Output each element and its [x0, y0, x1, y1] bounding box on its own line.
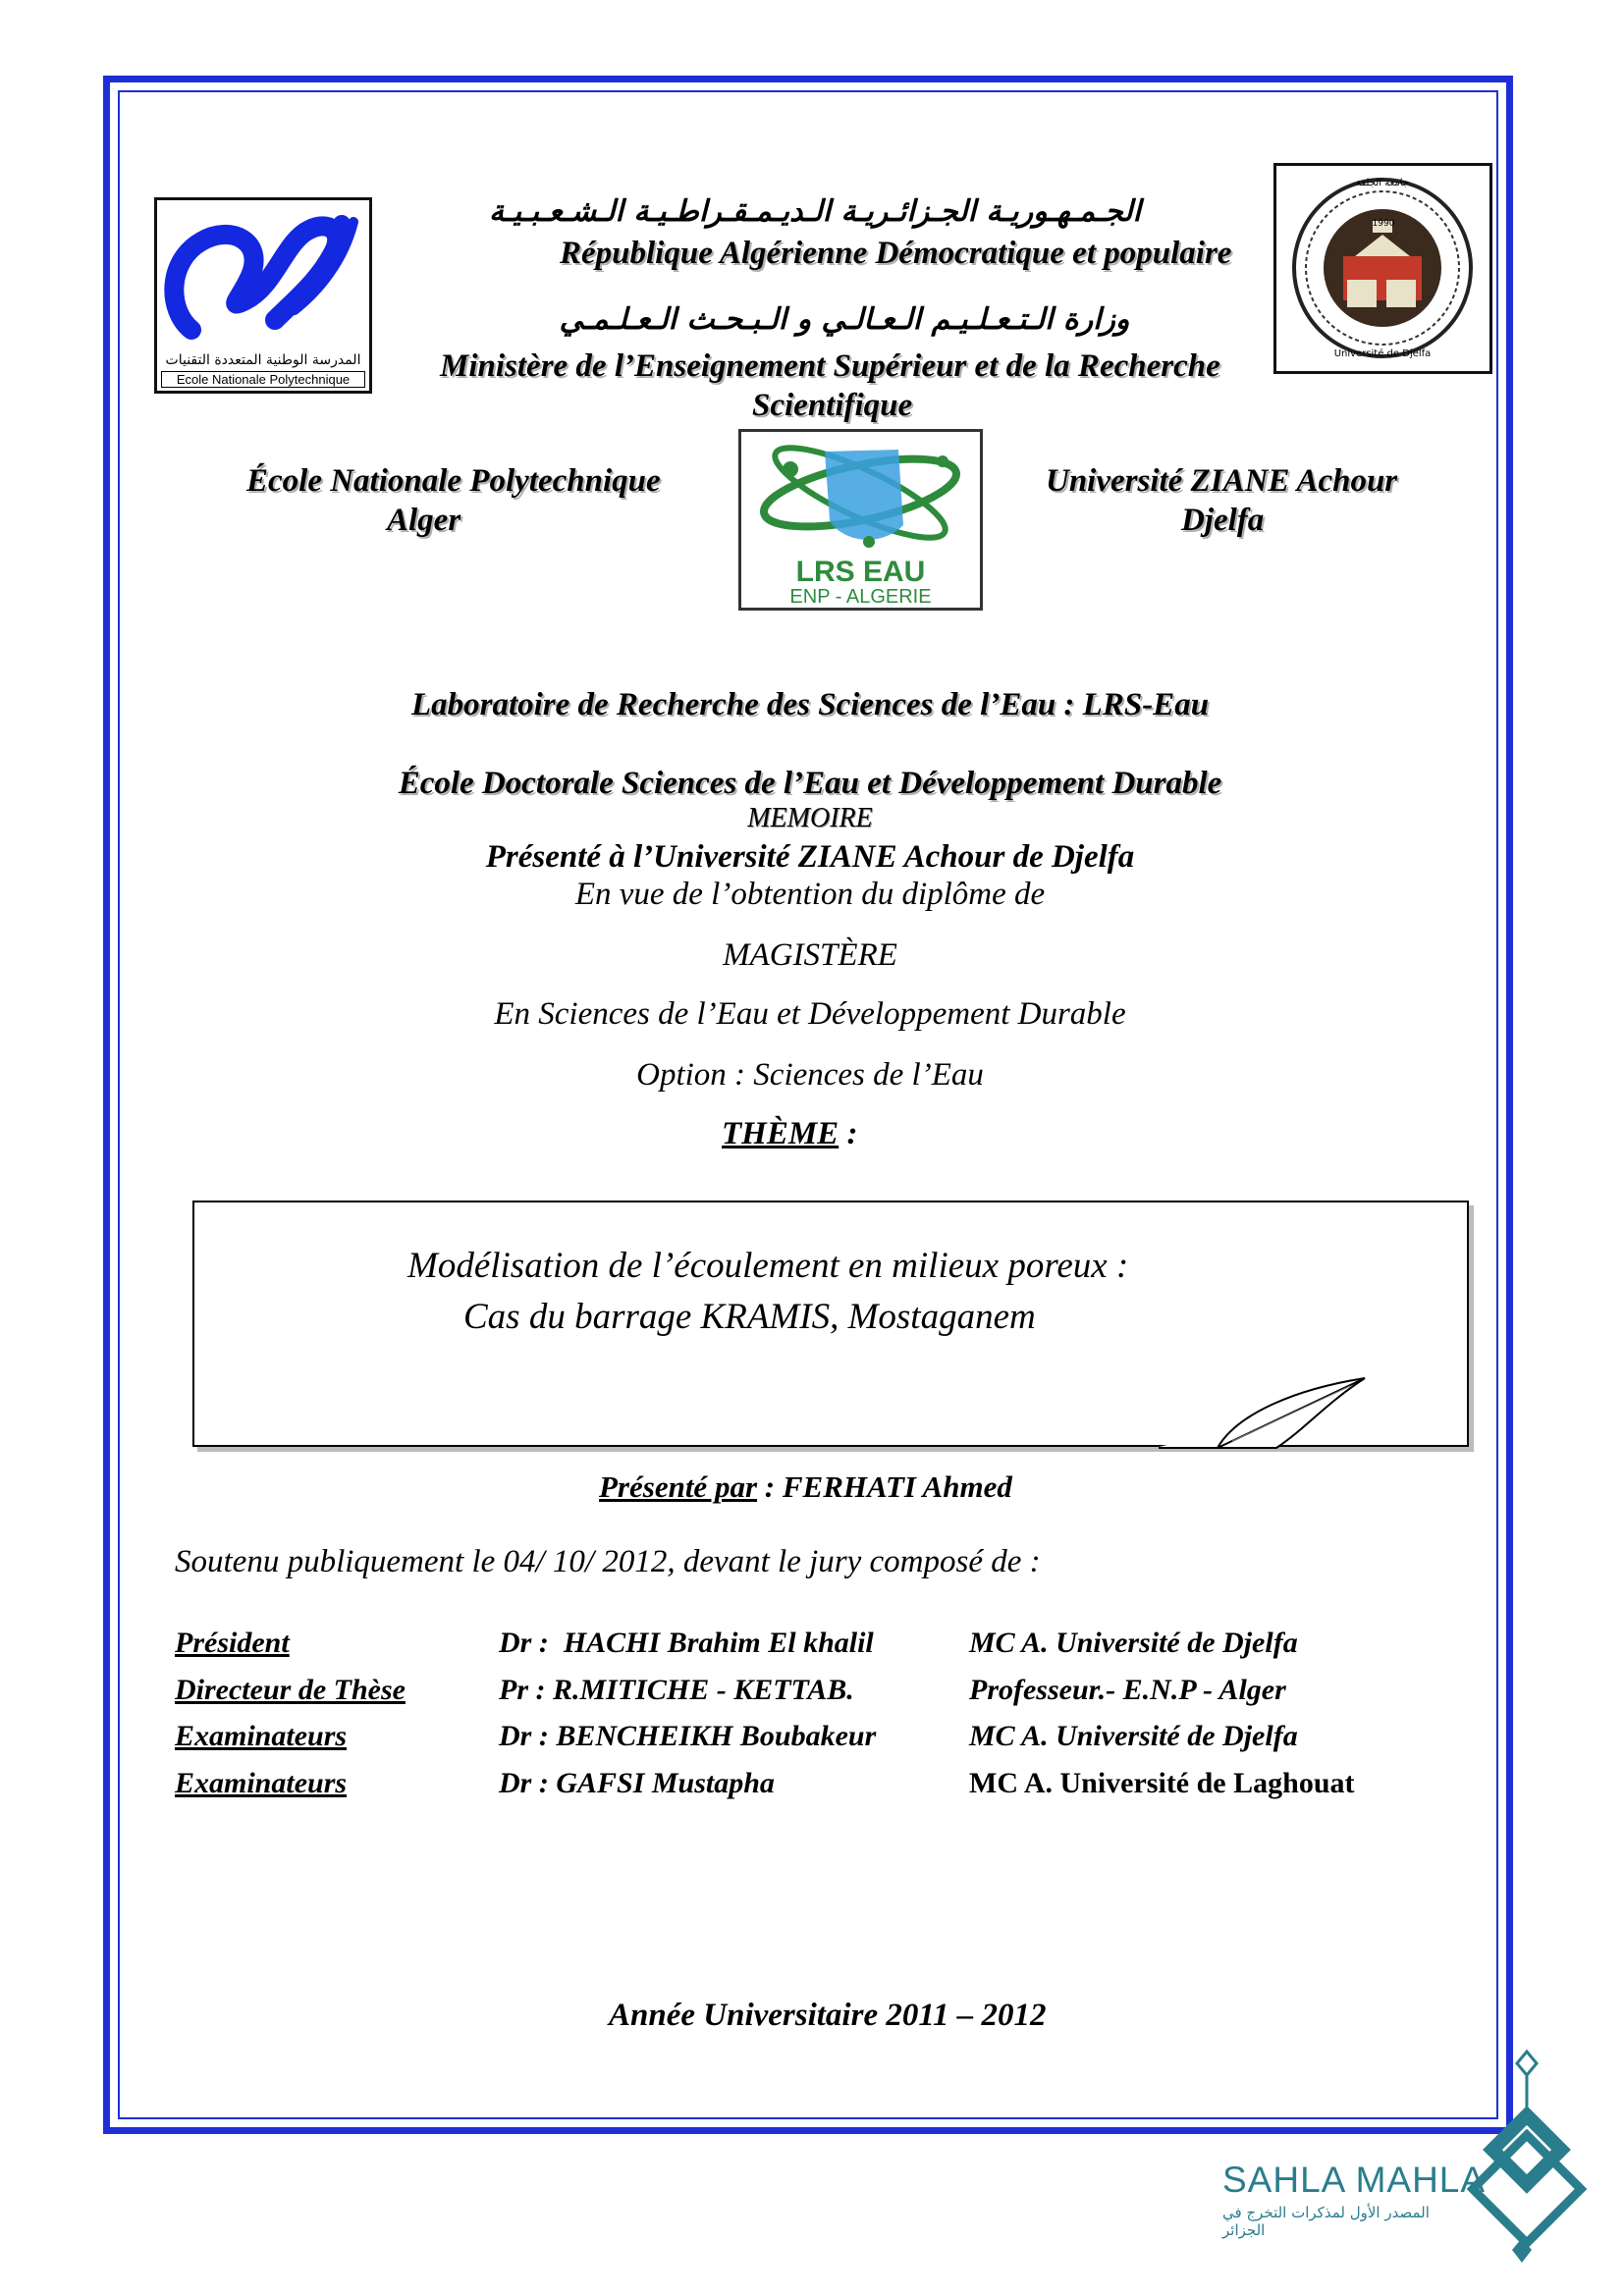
theme-heading: [722, 1116, 857, 1152]
presenter: [599, 1469, 1012, 1505]
republic-french: République Algérienne Démocratique et populaire: [560, 236, 1232, 271]
djelfa-university-logo: [1273, 163, 1492, 374]
jury-member-affiliation: MC A. Université de Djelfa: [969, 1720, 1298, 1752]
watermark-brand: SAHLA MAHLA: [1222, 2160, 1487, 2200]
djelfa-name-line1: Université ZIANE Achour: [1046, 463, 1398, 499]
jury-role: Examinateurs: [175, 1767, 348, 1799]
jury-member-name: Dr : BENCHEIKH Boubakeur: [499, 1720, 877, 1752]
academic-year: Année Universitaire 2011 – 2012: [609, 1998, 1047, 2033]
djelfa-logo-label: Université de Djelfa: [1333, 348, 1432, 359]
memoire-label: MEMOIRE: [747, 803, 873, 833]
jury-member-affiliation: MC A. Université de Laghouat: [969, 1767, 1355, 1799]
jury-role: Président: [175, 1627, 290, 1659]
jury-role: Directeur de Thèse: [175, 1674, 406, 1706]
presenter-name: : FERHATI Ahmed: [757, 1469, 1012, 1504]
jury-row: [175, 1674, 406, 1707]
jury-role: Examinateurs: [175, 1720, 348, 1752]
enp-name-line1: École Nationale Polytechnique: [246, 463, 661, 499]
theme-title-line2: Cas du barrage KRAMIS, Mostaganem: [463, 1297, 1036, 1337]
sahla-mahla-watermark: [1222, 2042, 1605, 2277]
doctoral-school: École Doctorale Sciences de l’Eau et Développement Durable: [398, 766, 1222, 801]
jury-row: [175, 1627, 290, 1660]
lrs-eau-title: LRS EAU: [795, 556, 926, 588]
jury-member-affiliation: Professeur.- E.N.P - Alger: [969, 1674, 1286, 1706]
theme-title-line1: Modélisation de l’écoulement en milieux poreux :: [407, 1246, 1129, 1286]
republic-arabic: الجـمـهـوريـة الجـزائـريـة الـديـمـقـراطـيـة الـشـعـبـيـة: [489, 194, 1141, 229]
djelfa-arabic-label: جامعة الجلفة: [1356, 178, 1409, 188]
lrs-eau-logo: [738, 429, 983, 611]
theme-label: THÈME: [722, 1116, 839, 1151]
ministry-french-line1: Ministère de l’Enseignement Supérieur et de la Recherche: [440, 348, 1220, 384]
enp-name-line2: Alger: [387, 503, 461, 538]
ministry-french-line2: Scientifique: [752, 388, 913, 423]
ministry-arabic: وزارة الـتـعـلـيـم الـعـالـي و الـبـحـث الـعـلـمـي: [559, 302, 1130, 337]
jury-row: [175, 1720, 347, 1753]
in-view-of: En vue de l’obtention du diplôme de: [574, 877, 1046, 912]
djelfa-year: 1990: [1372, 219, 1395, 229]
jury-member-affiliation: MC A. Université de Djelfa: [969, 1627, 1298, 1659]
jury-member-name: Dr : GAFSI Mustapha: [499, 1767, 775, 1799]
presented-at: Présenté à l’Université ZIANE Achour de Djelfa: [485, 839, 1135, 875]
degree-name: MAGISTÈRE: [723, 937, 897, 973]
defense-statement: Soutenu publiquement le 04/ 10/ 2012, devant le jury composé de :: [175, 1544, 1041, 1579]
jury-member-name: Dr : HACHI Brahim El khalil: [499, 1627, 874, 1659]
enp-logo-mark: [157, 202, 369, 349]
presenter-label: Présenté par: [599, 1469, 758, 1504]
enp-arabic-label: المدرسة الوطنية المتعددة التقنيات: [165, 352, 361, 368]
page-curl-icon: [1159, 1374, 1414, 1472]
option-line: Option : Sciences de l’Eau: [636, 1057, 984, 1093]
theme-colon: :: [839, 1116, 858, 1151]
laboratory-name: Laboratoire de Recherche des Sciences de l’Eau : LRS-Eau: [410, 687, 1210, 722]
djelfa-seal-icon: [1276, 166, 1489, 371]
field-of-study: En Sciences de l’Eau et Développement Durable: [494, 996, 1126, 1032]
djelfa-name-line2: Djelfa: [1181, 503, 1265, 538]
enp-logo-label: Ecole Nationale Polytechnique: [161, 371, 365, 388]
jury-row: [175, 1767, 347, 1800]
atom-water-icon: [741, 432, 980, 560]
jury-member-name: Pr : R.MITICHE - KETTAB.: [499, 1674, 854, 1706]
lrs-eau-subtitle: ENP - ALGERIE: [789, 586, 932, 608]
watermark-tagline: المصدر الأول لمذكرات التخرج في الجزائر: [1222, 2204, 1430, 2239]
enp-logo: [154, 197, 372, 394]
